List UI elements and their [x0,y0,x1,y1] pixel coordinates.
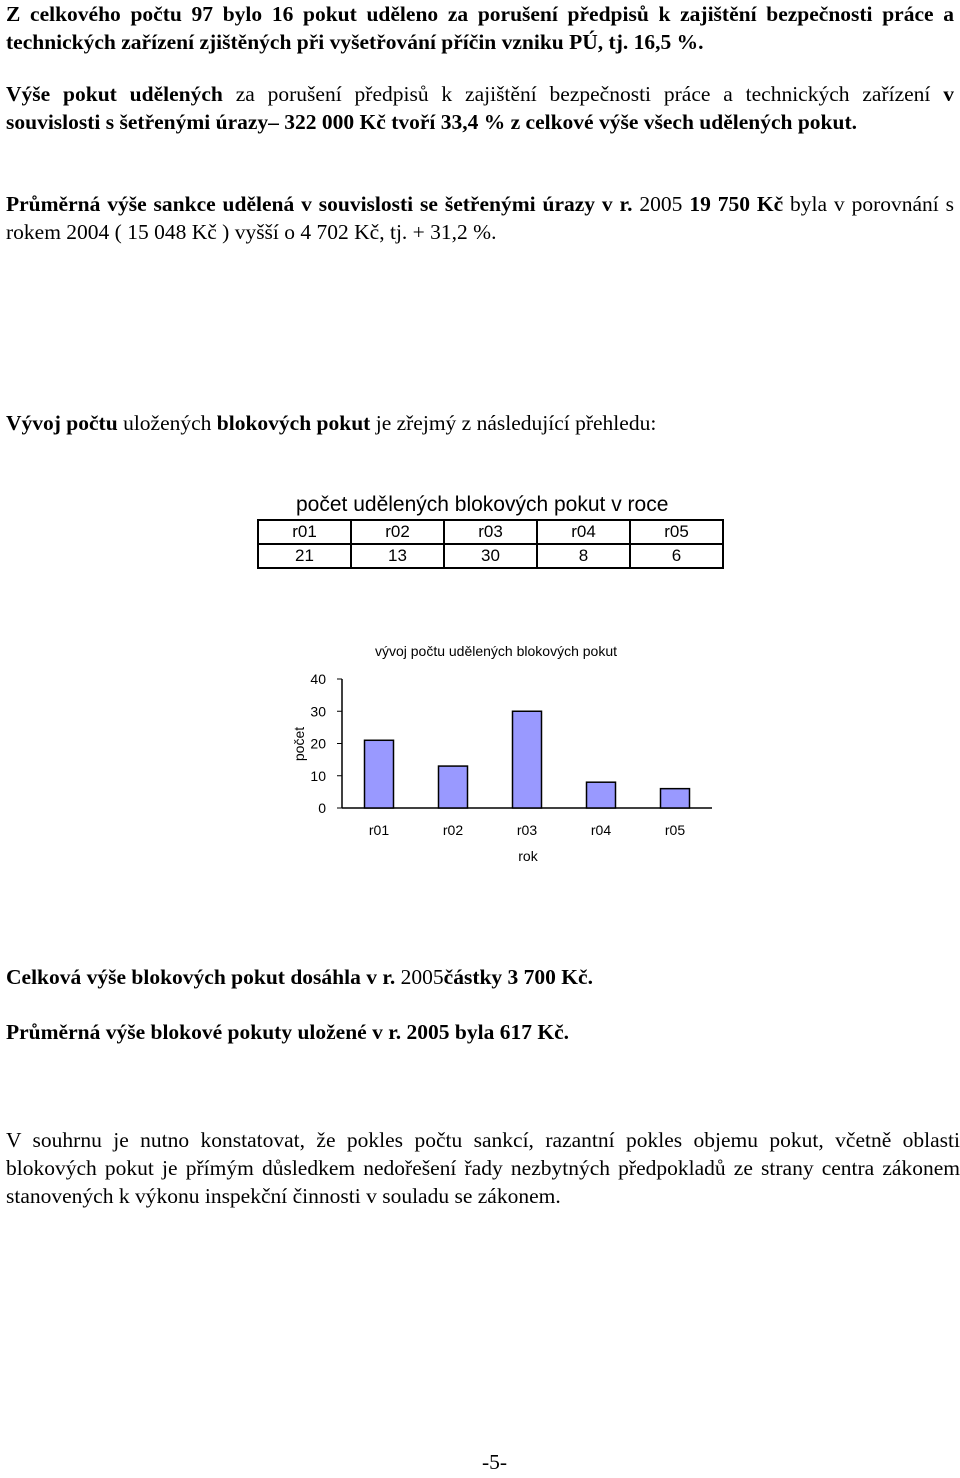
paragraph-average-sanction [6,190,954,246]
chart-bar [587,782,616,808]
paragraph-total-block-fines [6,963,954,991]
chart-x-tick-label: r05 [664,822,686,838]
fines-amount-context: v souvislosti s šetřenými úrazy– [6,82,954,134]
fines-amount-text: za porušení předpisů k zajištění bezpečnosti práce a technických zařízení [222,82,944,106]
chart-bar [439,766,468,808]
table-cell: 13 [351,544,444,568]
chart-x-tick-label: r04 [590,822,612,838]
table-header-cell: r01 [258,520,351,544]
total-block-fines-value: částky 3 700 Kč [443,965,588,989]
total-block-fines-end: . [587,965,593,989]
chart-xlabel: rok [518,848,538,864]
total-block-fines-year: 2005 [395,965,444,989]
total-block-fines-lead: Celková výše blokových pokut dosáhla v r. [6,965,396,989]
block-fines-trend-lead: Vývoj počtu [6,411,118,435]
paragraph-average-block-fine [6,1018,954,1046]
chart-bars [365,711,690,808]
fines-amount-lead: Výše pokut udělených [6,82,223,106]
chart-y-ticks [310,671,342,816]
chart-title: vývoj počtu udělených blokových pokut [374,643,618,659]
page-number: -5- [482,1450,508,1474]
fines-amount-value: 322 000 Kč tvoří 33,4 % z celkové výše všech udělených pokut. [284,110,857,134]
summary-text: V souhrnu je nutno konstatovat, že pokles počtu sankcí, razantní pokles objemu pokut, včetně oblasti blokových pokut je přímým důsledkem nedořešení řady nezbytných předpokladů ze strany centra zákonem stanovených k výkonu inspekční činnosti v souladu se zákonem. [6,1128,960,1208]
chart-x-tick-label: r03 [516,822,538,838]
paragraph-intro-text: Z celkového počtu 97 bylo 16 pokut uděleno za porušení předpisů k zajištění bezpečnosti práce a technických zařízení zjištěných při vyšetřování příčin vzniku PÚ, tj. 16,5 %. [6,2,954,54]
block-fines-table [257,519,724,569]
chart-x-tick-label: r01 [368,822,390,838]
table-header-cell: r02 [351,520,444,544]
block-fines-chart [270,630,730,880]
average-sanction-comparison: byla v porovnání s rokem 2004 ( 15 048 Kč ) vyšší o 4 702 Kč, tj. + 31,2 %. [6,192,955,244]
table-cell: 30 [444,544,537,568]
paragraph-intro [6,0,954,56]
chart-x-tick-label: r02 [442,822,464,838]
chart-y-tick-label: 20 [310,735,326,752]
paragraph-fines-amount [6,80,954,136]
block-fines-trend-mid: uložených [117,411,217,435]
table-header-row [258,520,723,544]
table-header-cell: r03 [444,520,537,544]
chart-y-tick-label: 10 [310,767,326,784]
average-sanction-year: 2005 [632,192,690,216]
chart-x-ticks [369,822,685,838]
average-block-fine-lead: Průměrná výše blokové pokuty uložené v r. [6,1020,402,1044]
table-caption: počet udělených blokových pokut v roce [296,493,669,516]
chart-bar [365,740,394,808]
average-block-fine-value: 2005 byla 617 Kč. [401,1020,569,1044]
table-row [258,544,723,568]
table-cell: 6 [630,544,723,568]
table-cell: 21 [258,544,351,568]
chart-bar [661,789,690,808]
average-sanction-value: 19 750 Kč [689,192,784,216]
chart-ylabel: počet [291,726,307,762]
average-sanction-lead: Průměrná výše sankce udělená v souvislosti se šetřenými úrazy v r. [6,192,633,216]
chart-bar [513,711,542,808]
table-cell: 8 [537,544,630,568]
chart-y-tick-label: 30 [310,703,326,720]
table-header-cell: r04 [537,520,630,544]
paragraph-summary [6,1126,960,1210]
table-header-cell: r05 [630,520,723,544]
chart-y-tick-label: 0 [318,800,326,816]
paragraph-block-fines-trend [6,409,954,437]
block-fines-trend-bold: blokových pokut [216,411,371,435]
block-fines-trend-end: je zřejmý z následující přehledu: [370,411,657,435]
chart-y-tick-label: 40 [310,671,326,687]
